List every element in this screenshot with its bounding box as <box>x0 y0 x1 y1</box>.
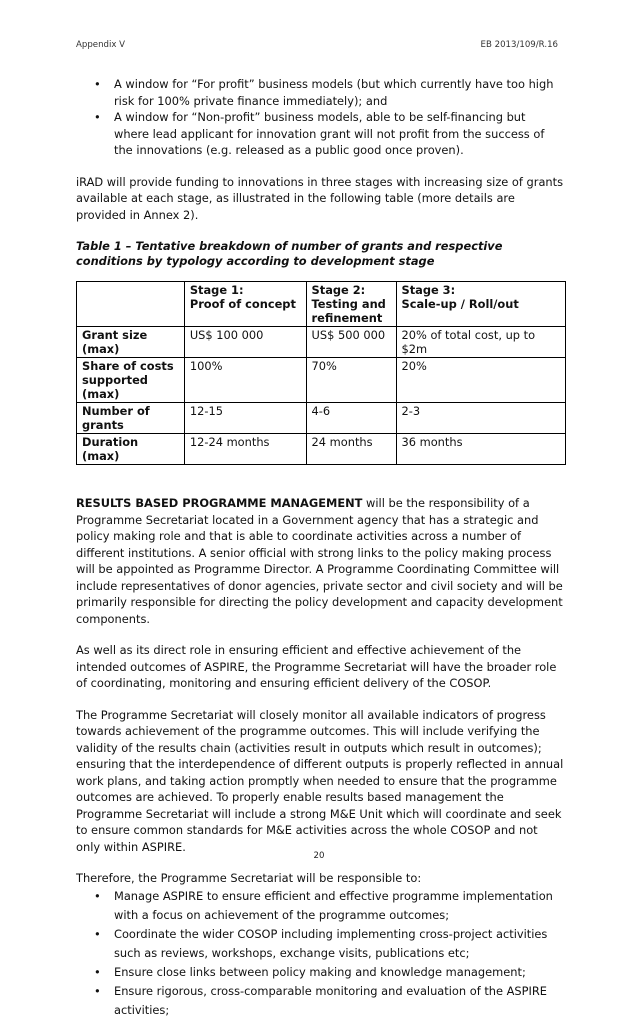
table-header-cell: Stage 3: Scale-up / Roll/out <box>396 282 566 327</box>
table-header-cell: Stage 2: Testing and refinement <box>306 282 396 327</box>
row-label: Duration (max) <box>77 434 185 465</box>
list-item: • A window for “Non-profit” business models, able to be self-financing but where lead applicant for innovation grant will not profit from the success of the innovations (e.g. released as a public good once proven). <box>76 109 564 159</box>
table-cell: 36 months <box>396 434 566 465</box>
paragraph-irad: iRAD will provide funding to innovations in three stages with increasing size of grants available at each stage, as illustrated in the following table (more details are provided in Annex 2). <box>76 174 564 222</box>
table-cell: 12-15 <box>184 403 306 434</box>
responsibilities-list <box>76 887 564 1020</box>
table-cell: 20% <box>396 358 566 403</box>
table-row <box>77 358 566 403</box>
table-cell: US$ 100 000 <box>184 327 306 358</box>
list-item: • Ensure rigorous, cross-comparable monitoring and evaluation of the ASPIRE activities; <box>76 982 564 1020</box>
table-caption: Table 1 – Tentative breakdown of number of grants and respective conditions by typology according to development stage <box>76 239 503 268</box>
page-number: 20 <box>313 851 325 861</box>
table-cell: 100% <box>184 358 306 403</box>
table-header-cell <box>77 282 185 327</box>
paragraph-therefore: Therefore, the Programme Secretariat will be responsible to: <box>76 871 422 885</box>
row-label: Grant size (max) <box>77 327 185 358</box>
table-row <box>77 434 566 465</box>
list-item: • Ensure close links between policy making and knowledge management; <box>76 963 564 982</box>
table-cell: 70% <box>306 358 396 403</box>
header-left: Appendix V <box>76 40 126 50</box>
table-header-row <box>77 282 566 327</box>
list-item: • Manage ASPIRE to ensure efficient and effective programme implementation with a focus on achievement of the programme outcomes; <box>76 887 564 925</box>
table-cell: 24 months <box>306 434 396 465</box>
table-cell: 4-6 <box>306 403 396 434</box>
table-row <box>77 403 566 434</box>
paragraph-monitor: The Programme Secretariat will closely monitor all available indicators of progress towards achievement of the programme outcomes. This will include verifying the validity of the results chain (activities result in outputs which result in outcomes); ensuring that the interdependence of different outputs is properly reflected in annual work plans, and taking action promptly when needed to ensure that the programme outcomes are achieved. To properly enable results based management the Programme Secretariat will include a strong M&E Unit which will coordinate and seek to ensure common standards for M&E activities across the whole COSOP and not only within ASPIRE. <box>76 707 564 854</box>
list-item: • A window for “For profit” business models (but which currently have too high risk for 100% private finance immediately); and <box>76 76 564 109</box>
table-cell: 2-3 <box>396 403 566 434</box>
row-label: Number of grants <box>77 403 185 434</box>
paragraph-direct-role: As well as its direct role in ensuring efficient and effective achievement of the intended outcomes of ASPIRE, the Programme Secretariat will have the broader role of coordinating, monitoring and ensuring efficient delivery of the COSOP. <box>76 643 557 690</box>
table-cell: 20% of total cost, up to $2m <box>396 327 566 358</box>
document-body <box>76 76 564 1020</box>
grants-table <box>76 281 566 465</box>
paragraph-results <box>76 495 564 627</box>
header-right: EB 2013/109/R.16 <box>480 40 558 50</box>
table-row <box>77 327 566 358</box>
table-cell: 12-24 months <box>184 434 306 465</box>
intro-bullet-list <box>76 76 564 159</box>
list-item: • Coordinate the wider COSOP including implementing cross-project activities such as reviews, workshops, exchange visits, publications etc; <box>76 925 564 963</box>
results-text: will be the responsibility of a Programme Secretariat located in a Government agency that has a strategic and policy making role and that is able to coordinate activities across a number of different institutions. A senior official with strong links to the policy making process will be appointed as Programme Director. A Programme Coordinating Committee will include representatives of donor agencies, private sector and civil society and will be primarily responsible for directing the policy development and capacity development components. <box>76 496 563 626</box>
table-header-cell: Stage 1: Proof of concept <box>184 282 306 327</box>
table-cell: US$ 500 000 <box>306 327 396 358</box>
results-heading: RESULTS BASED PROGRAMME MANAGEMENT <box>76 496 363 510</box>
row-label: Share of costs supported (max) <box>77 358 185 403</box>
